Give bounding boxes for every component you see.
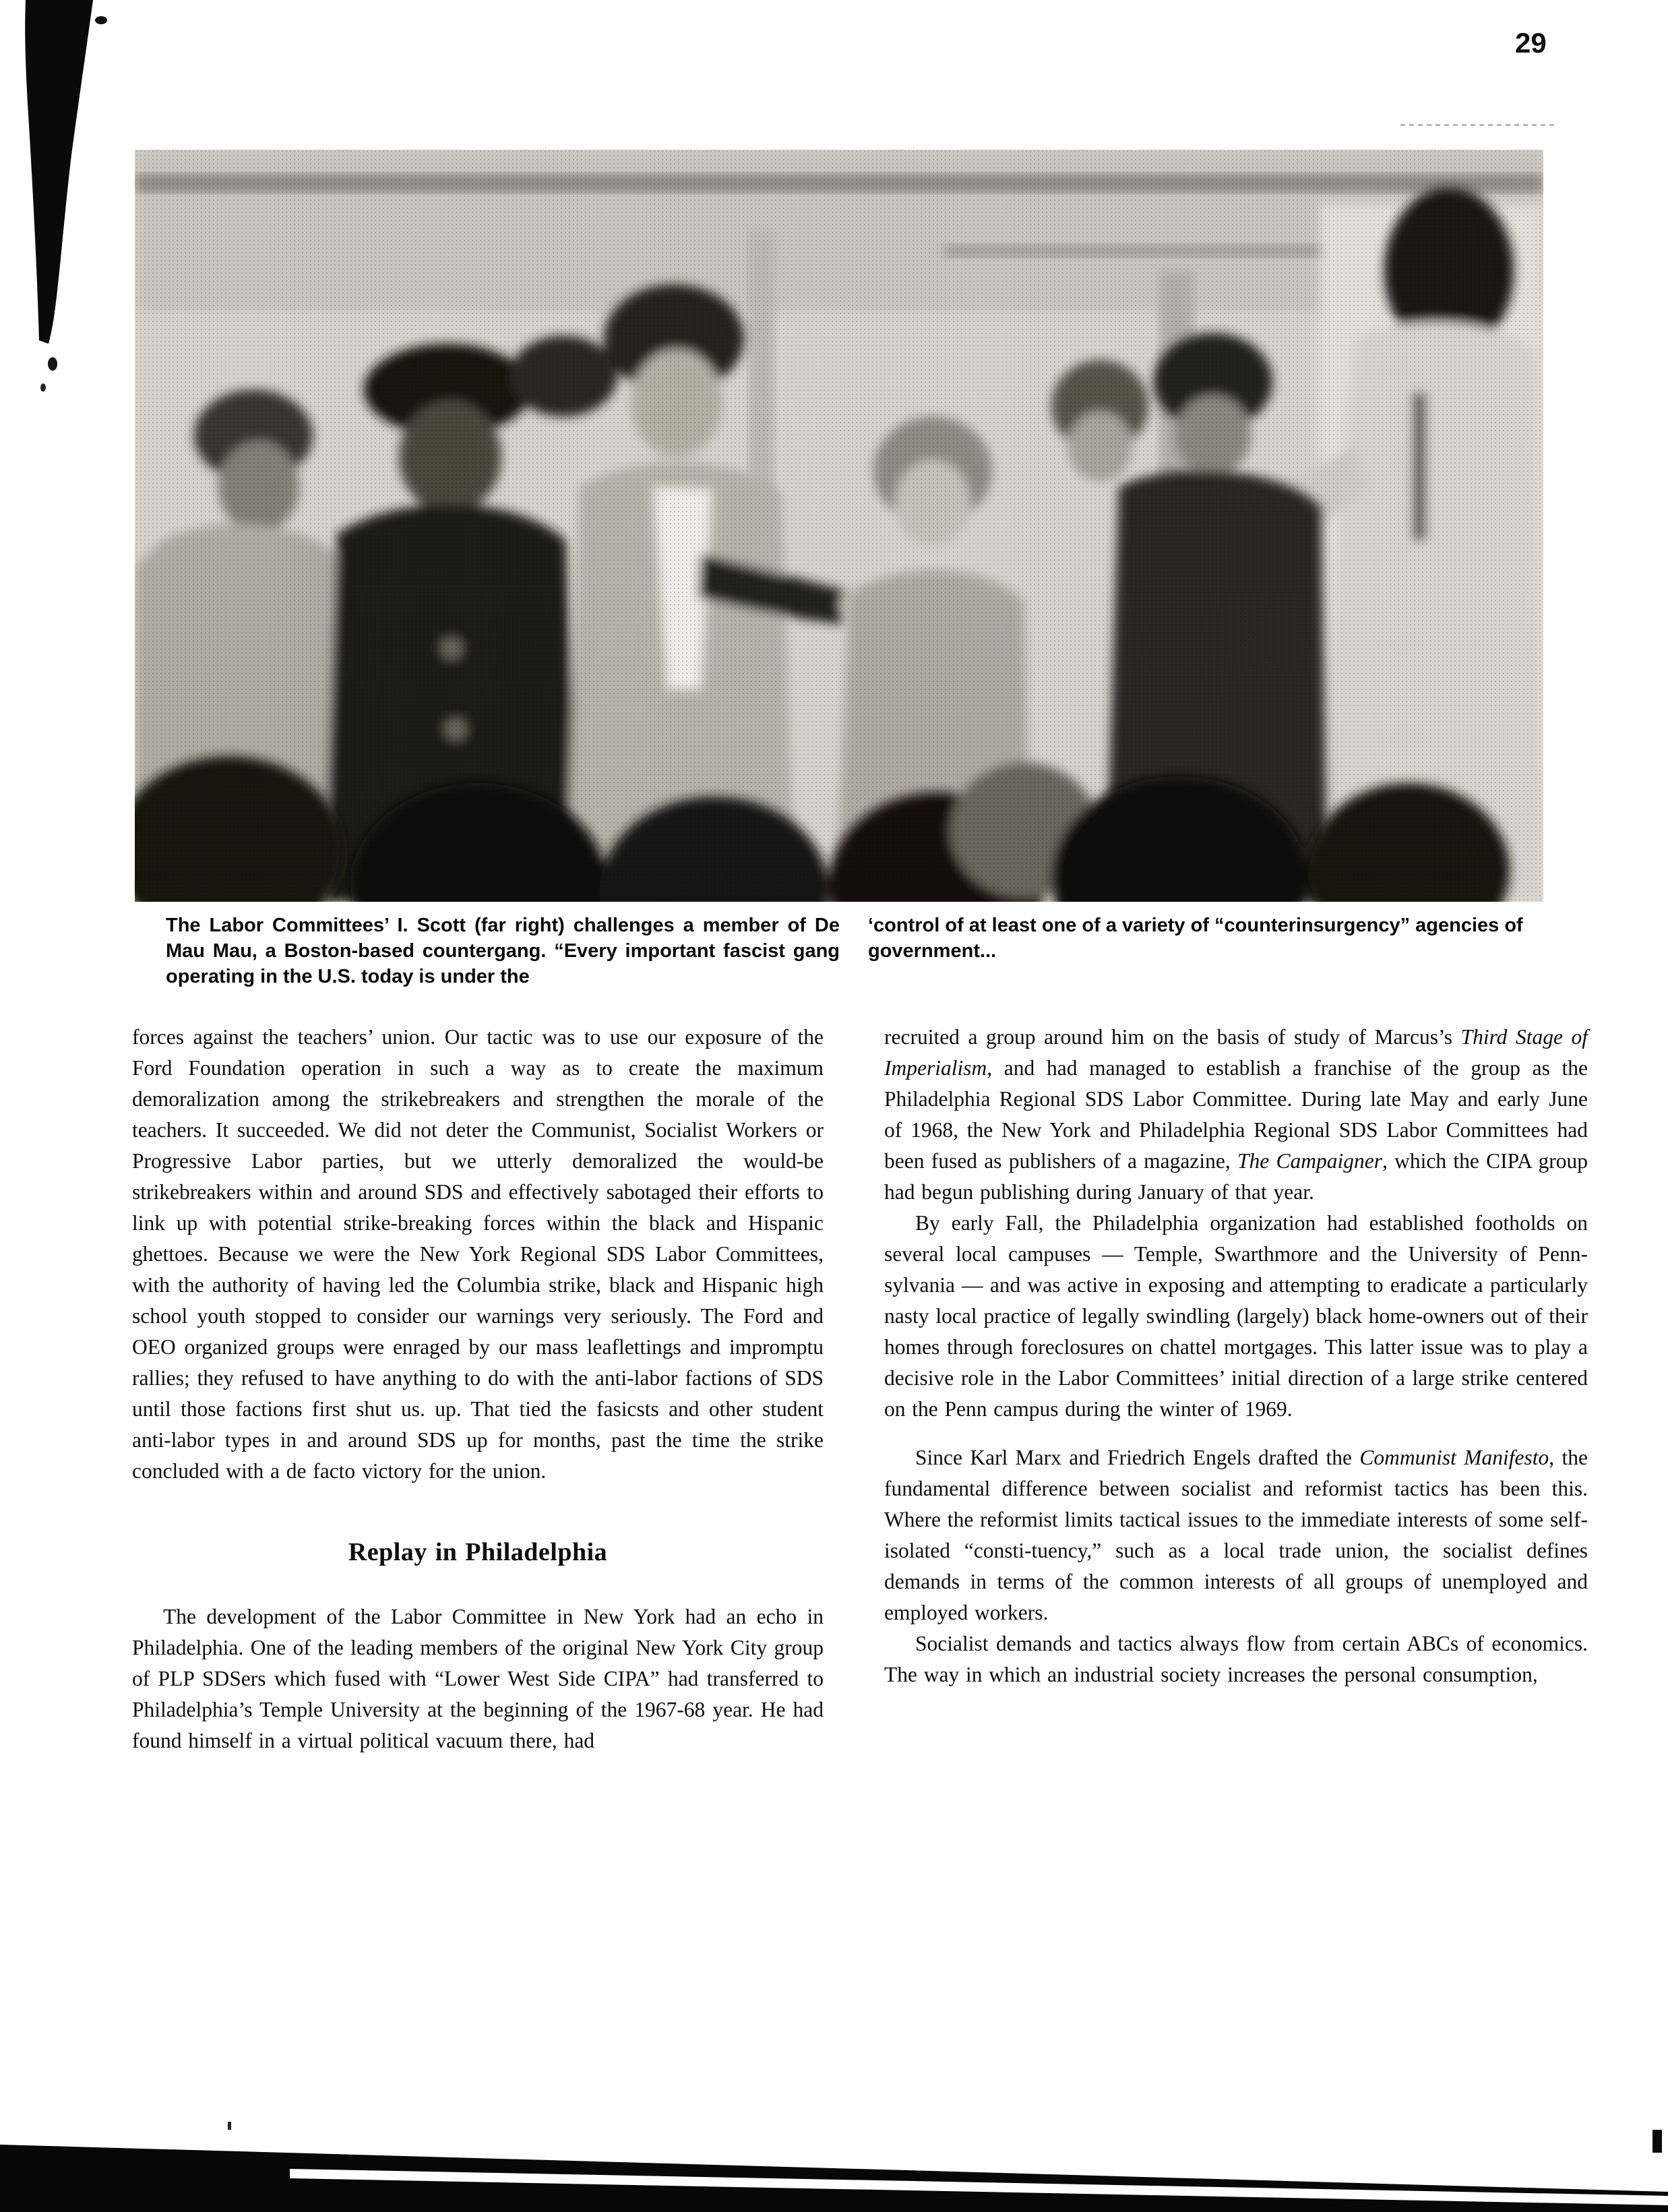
paragraph: forces against the teachers’ union. Our tactic was to use our exposure of the Ford Foundation operation in such a way as to create the maximum demoralization among the strikebreakers and strengthen the morale of the teachers. It succeeded. We did not deter the Communist, Socialist Workers or Progressive Labor parties, but we utterly demoralized the would-be strikebreakers within and around SDS and effectively sabotaged their efforts to link up with potential strike-breaking forces within the black and Hispanic ghettoes. Because we were the New York Regional SDS Labor Committees, with the authority of having led the Columbia strike, black and Hispanic high school youth stopped to consider our warnings very seriously. The Ford and OEO organized groups were enraged by our mass leaflettings and impromptu rallies; they refused to have anything to do with the anti-labor factions of SDS until those factions first shut us. up. That tied the fasicsts and other student anti-labor types in and around SDS up for months, past the time the strike concluded with a de facto victory for the union. (132, 1025, 824, 1483)
band-shape (0, 2116, 1668, 2212)
scan-smudge-artifact (0, 0, 142, 418)
paragraph: By early Fall, the Philadelphia organization had established footholds on several local campuses — Temple, Swarthmore and the University of Penn-sylvania — and was active in exposing and attempting to eradicate a particularly nasty local practice of legally swindling (largely) black home-owners out of their homes through foreclosures on chattel mortgages. This latter issue was to play a decisive role in the Labor Committees’ initial direction of a large strike centered on the Penn campus during the winter of 1969. (884, 1211, 1588, 1421)
body-column-left (132, 1022, 824, 1756)
page-number: 29 (1515, 27, 1547, 59)
photo-illustration (135, 150, 1543, 902)
paragraph: Socialist demands and tactics always flow from certain ABCs of economics. The way in which an industrial society increases the personal consumption, (884, 1632, 1588, 1686)
body-column-right (884, 1022, 1588, 1690)
smudge-shape (0, 0, 142, 418)
paragraph: The development of the Labor Committee in New York had an echo in Philadelphia. One of the leading members of the original New York City group of PLP SDSers which fused with “Lower West Side CIPA” had transferred to Philadelphia’s Temple University at the beginning of the 1967-68 year. He had found himself in a virtual political vacuum there, had (132, 1605, 824, 1752)
scan-edge-band-artifact (0, 2116, 1668, 2212)
paragraph: Since Karl Marx and Friedrich Engels drafted the Communist Manifesto, the fundamental difference between socialist and reformist tactics has been this. Where the reformist limits tactical issues to the immediate interests of some self-isolated “consti-tuency,” such as a local trade union, the socialist defines demands in terms of the common interests of all groups of unemployed and employed workers. (884, 1446, 1588, 1624)
section-heading: Replay in Philadelphia (348, 1538, 608, 1566)
scan-speck-line (1400, 124, 1557, 126)
photo-caption-left: The Labor Committees’ I. Scott (far right) challenges a member of De Mau Mau, a Boston-based countergang. “Every important fascist gang operating in the U.S. today is under the (166, 915, 840, 987)
photo-caption-right: ‘control of at least one of a variety of “counterinsurgency” agencies of government... (868, 915, 1523, 962)
paragraph: recruited a group around him on the basis of study of Marcus’s Third Stage of Imperialism, and had managed to establish a franchise of the group as the Philadelphia Regional SDS Labor Committee. During late May and early June of 1968, the New York and Philadelphia Regional SDS Labor Committees had been fused as publishers of a magazine, The Campaigner, which the CIPA group had begun publishing during January of that year. (884, 1025, 1588, 1204)
article-photo (135, 150, 1543, 902)
